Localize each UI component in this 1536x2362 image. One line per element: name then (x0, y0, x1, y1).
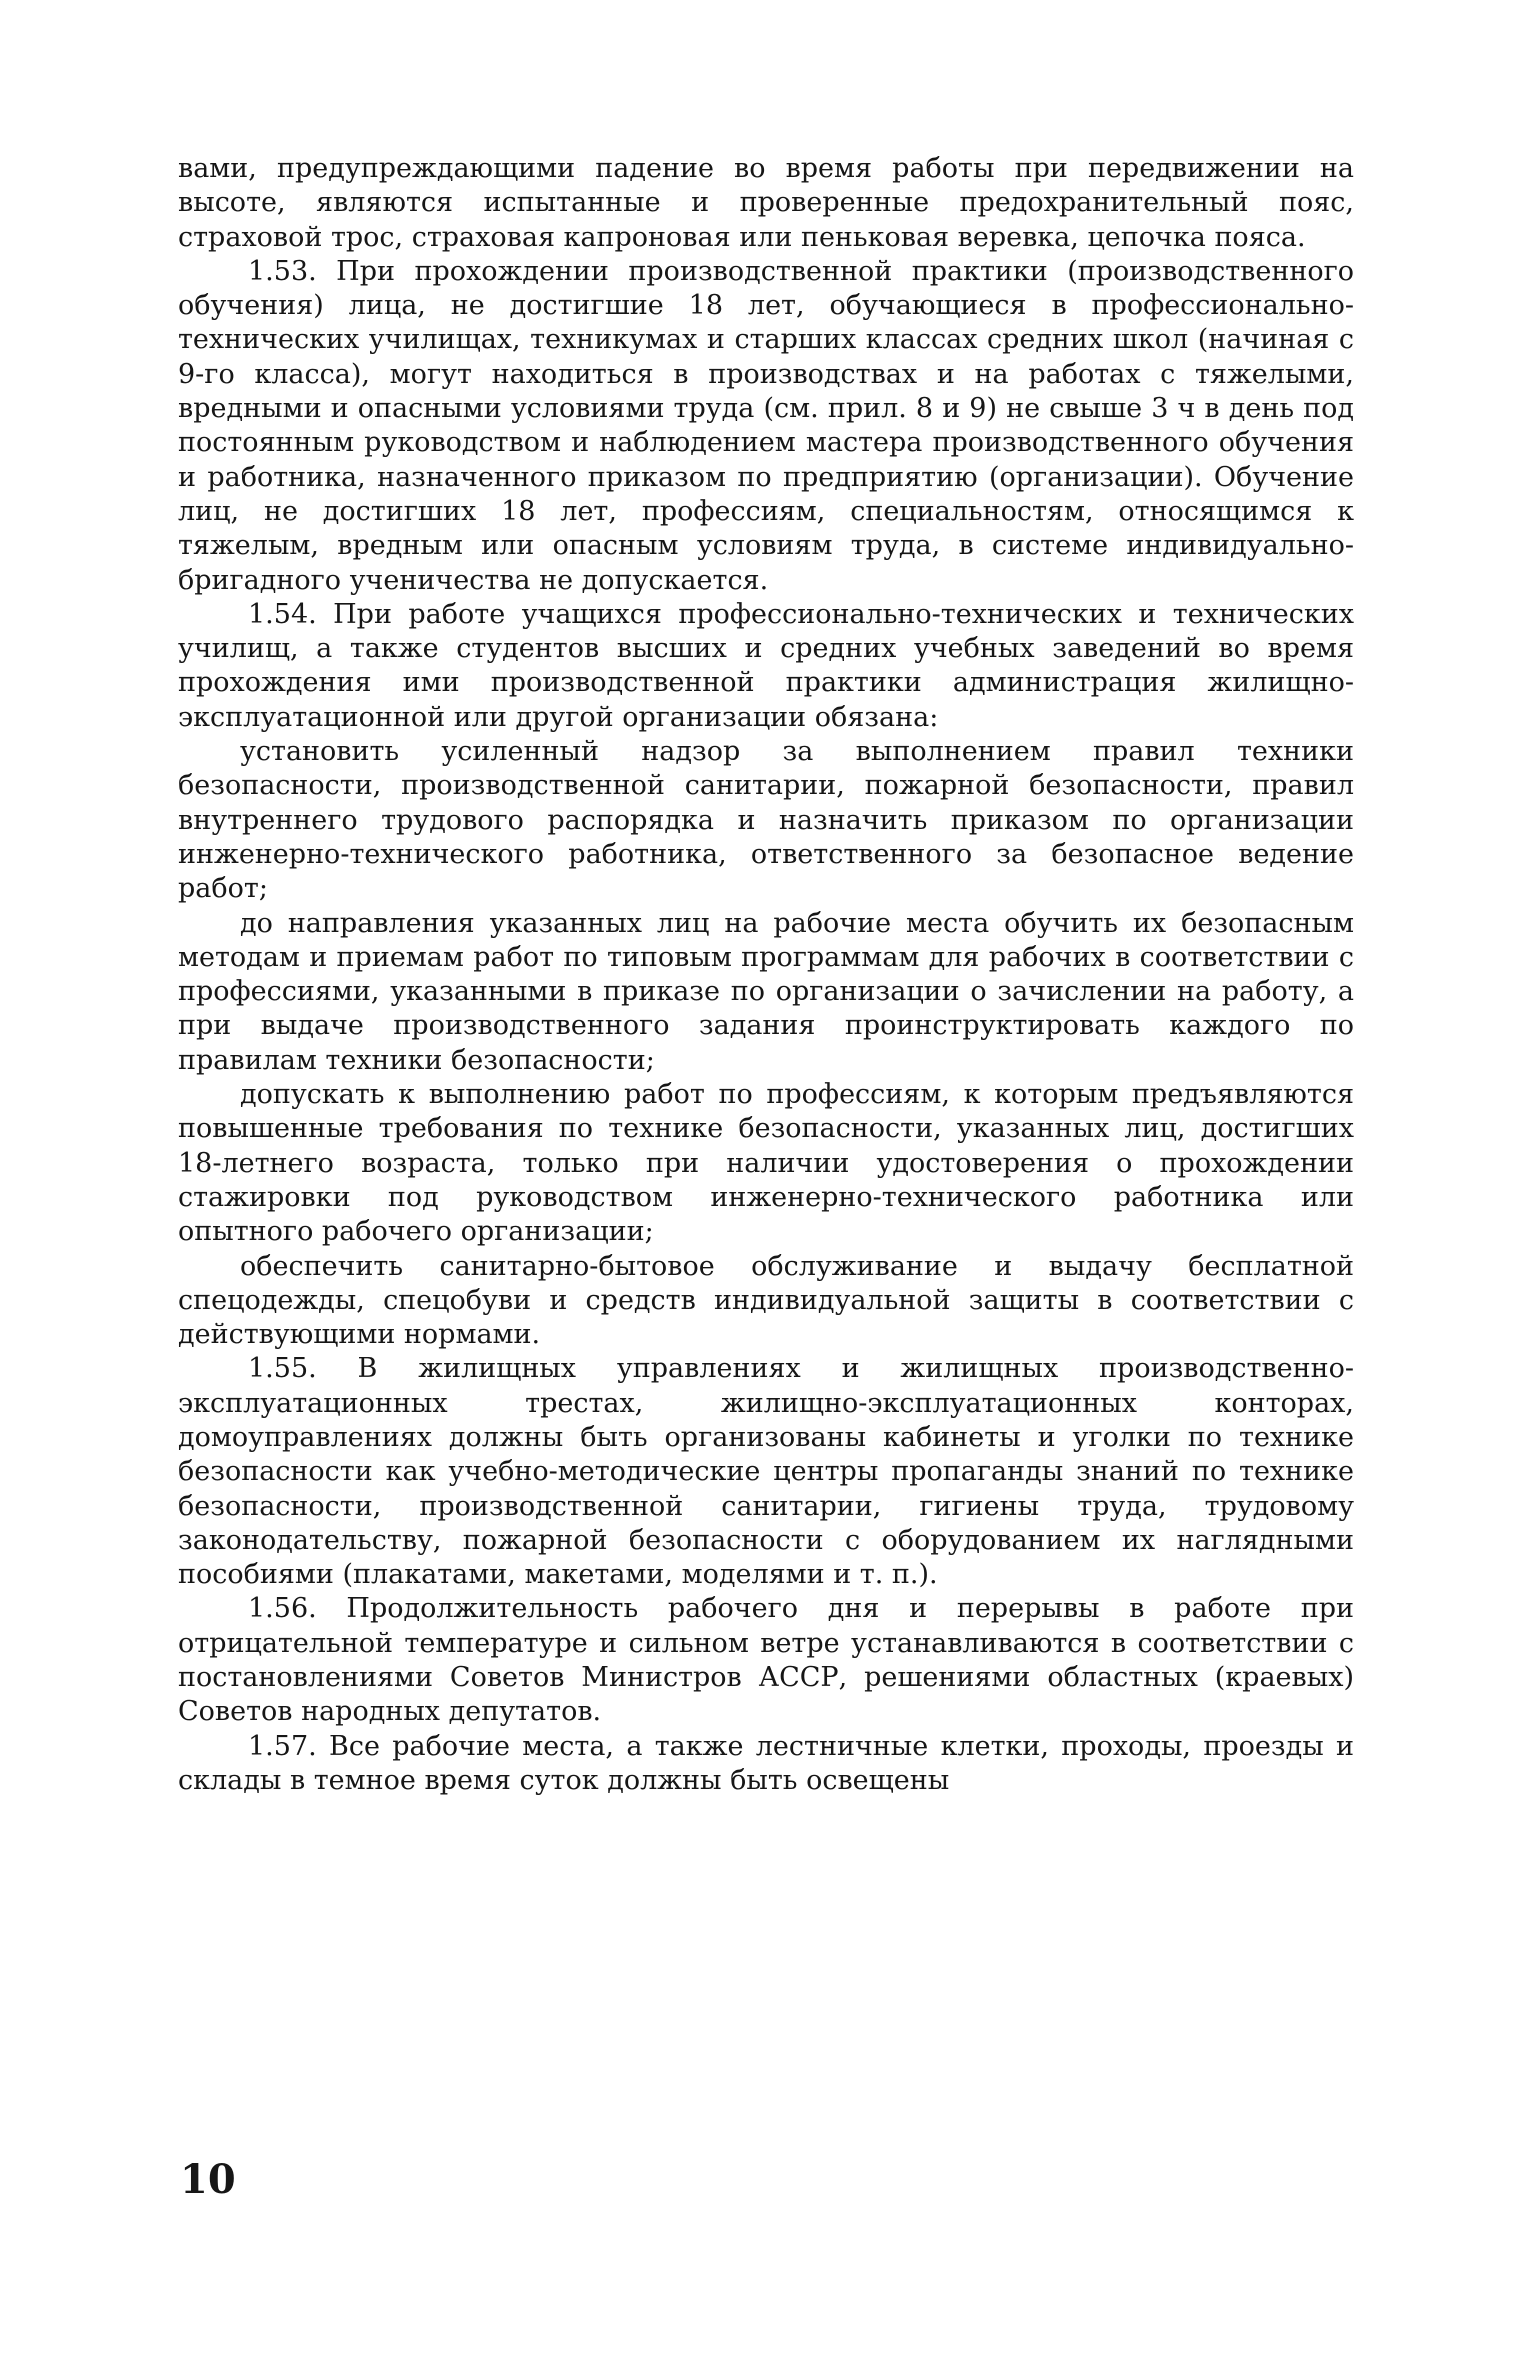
paragraph-1-57: 1.57. Все рабочие места, а также лестничные клетки, проходы, проезды и склады в темное время суток должны быть освещены (178, 1730, 1354, 1796)
paragraph-1-55: 1.55. В жилищных управлениях и жилищных производственно-эксплуатационных трестах, жилищно-эксплуатационных конторах, домоуправлениях должны быть организованы кабинеты и уголки по технике безопасности как учебно-методические центры пропаганды знаний по технике безопасности, производственной санитарии, гигиены труда, трудовому законодательству, пожарной безопасности с оборудованием их наглядными пособиями (плакатами, макетами, моделями и т. п.). (178, 1353, 1354, 1591)
paragraph-1-54: 1.54. При работе учащихся профессионально-технических и технических училищ, а также студентов высших и средних учебных заведений во время прохождения ими производственной практики администрация жилищно-эксплуатационной или другой организации обязана: (178, 598, 1354, 733)
paragraph-continuation: вами, предупреждающими падение во время работы при передвижении на высоте, являются испытанные и проверенные предохранительный пояс, страховой трос, страховая капроновая или пеньковая веревка, цепочка пояса. (178, 153, 1354, 253)
page-number: 10 (180, 2156, 236, 2203)
list-item-training: до направления указанных лиц на рабочие места обучить их безопасным методам и приемам работ по типовым программам для рабочих в соответствии с профессиями, указанными в приказе по организации о зачислении на работу, а при выдаче производственного задания проинструктировать каждого по правилам техники безопасности; (178, 907, 1354, 1076)
body-text (178, 152, 1354, 1798)
paragraph-1-53: 1.53. При прохождении производственной практики (производственного обучения) лица, не достигшие 18 лет, обучающиеся в профессионально-технических училищах, техникумах и старших классах средних школ (начиная с 9-го класса), могут находиться в производствах и на работах с тяжелыми, вредными и опасными условиями труда (см. прил. 8 и 9) не свыше 3 ч в день под постоянным руководством и наблюдением мастера производственного обучения и работника, назначенного приказом по предприятию (организации). Обучение лиц, не достигших 18 лет, профессиям, специальностям, относящимся к тяжелым, вредным или опасным условиям труда, в системе индивидуально-бригадного ученичества не допускается. (178, 255, 1354, 596)
paragraph-1-56: 1.56. Продолжительность рабочего дня и перерывы в работе при отрицательной температуре и сильном ветре устанавливаются в соответствии с постановлениями Советов Министров АССР, решениями областных (краевых) Советов народных депутатов. (178, 1593, 1354, 1728)
list-item-admission: допускать к выполнению работ по профессиям, к которым предъявляются повышенные требования по технике безопасности, указанных лиц, достигших 18-летнего возраста, только при наличии удостоверения о прохождении стажировки под руководством инженерно-технического работника или опытного рабочего организации; (178, 1079, 1354, 1248)
list-item-supervision: установить усиленный надзор за выполнением правил техники безопасности, производственной санитарии, пожарной безопасности, правил внутреннего трудового распорядка и назначить приказом по организации инженерно-технического работника, ответственного за безопасное ведение работ; (178, 736, 1354, 905)
list-item-provision: обеспечить санитарно-бытовое обслуживание и выдачу бесплатной спецодежды, спецобуви и средств индивидуальной защиты в соответствии с действующими нормами. (178, 1250, 1354, 1351)
